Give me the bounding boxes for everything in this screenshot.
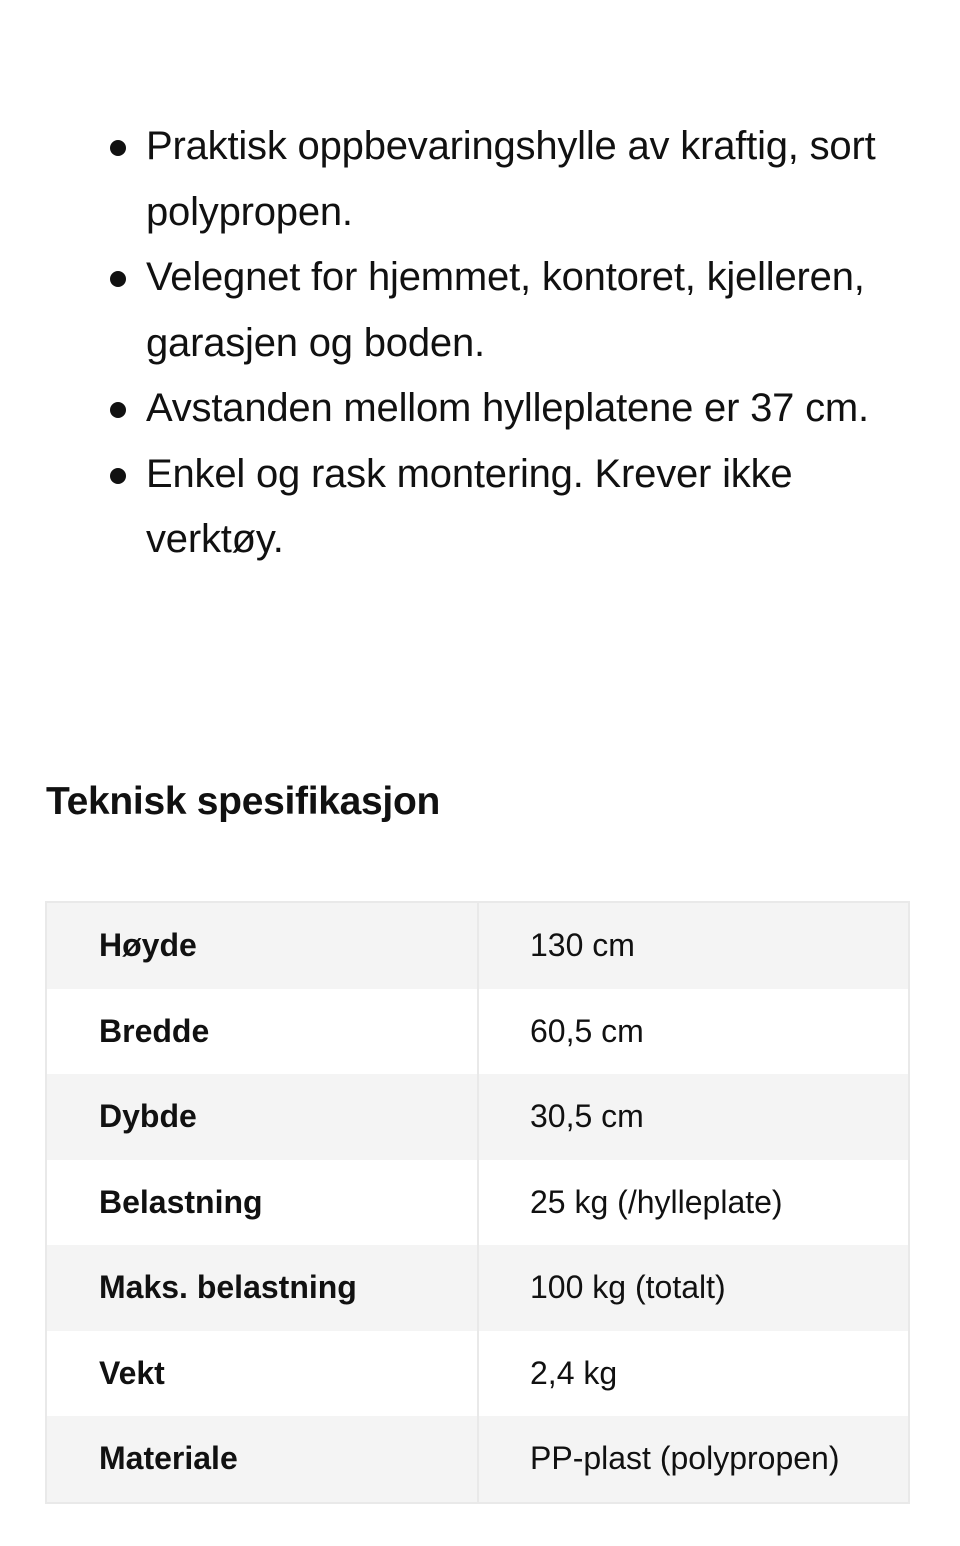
feature-text: Velegnet for hjemmet, kontoret, kjelleren, garasjen og boden.: [146, 255, 865, 365]
spec-row-height: [46, 902, 909, 989]
bullet-icon: [110, 271, 126, 287]
spec-row-material: [46, 1416, 909, 1503]
spec-label: Belastning: [46, 1160, 478, 1246]
spec-value: 2,4 kg: [478, 1331, 909, 1417]
spec-label: Høyde: [46, 902, 478, 989]
feature-list: [0, 114, 960, 573]
spec-table: [45, 901, 910, 1504]
spec-label: Dybde: [46, 1074, 478, 1160]
feature-item: [0, 376, 960, 442]
spec-label: Maks. belastning: [46, 1245, 478, 1331]
spec-row-max-load: [46, 1245, 909, 1331]
spec-value: 60,5 cm: [478, 989, 909, 1075]
spec-row-depth: [46, 1074, 909, 1160]
spec-section-title: Teknisk spesifikasjon: [46, 780, 440, 823]
feature-item: [0, 245, 960, 376]
spec-label: Vekt: [46, 1331, 478, 1417]
spec-value: PP-plast (polypropen): [478, 1416, 909, 1503]
feature-item: [0, 442, 960, 573]
spec-value: 100 kg (totalt): [478, 1245, 909, 1331]
bullet-icon: [110, 468, 126, 484]
spec-value: 130 cm: [478, 902, 909, 989]
spec-value: 25 kg (/hylleplate): [478, 1160, 909, 1246]
bullet-icon: [110, 402, 126, 418]
feature-text: Enkel og rask montering. Krever ikke verktøy.: [146, 451, 793, 561]
spec-value: 30,5 cm: [478, 1074, 909, 1160]
bullet-icon: [110, 140, 126, 156]
spec-label: Bredde: [46, 989, 478, 1075]
spec-row-width: [46, 989, 909, 1075]
spec-row-load: [46, 1160, 909, 1246]
spec-label: Materiale: [46, 1416, 478, 1503]
spec-row-weight: [46, 1331, 909, 1417]
feature-text: Avstanden mellom hylleplatene er 37 cm.: [146, 386, 869, 430]
feature-item: [0, 114, 960, 245]
feature-text: Praktisk oppbevaringshylle av kraftig, sort polypropen.: [146, 124, 876, 234]
